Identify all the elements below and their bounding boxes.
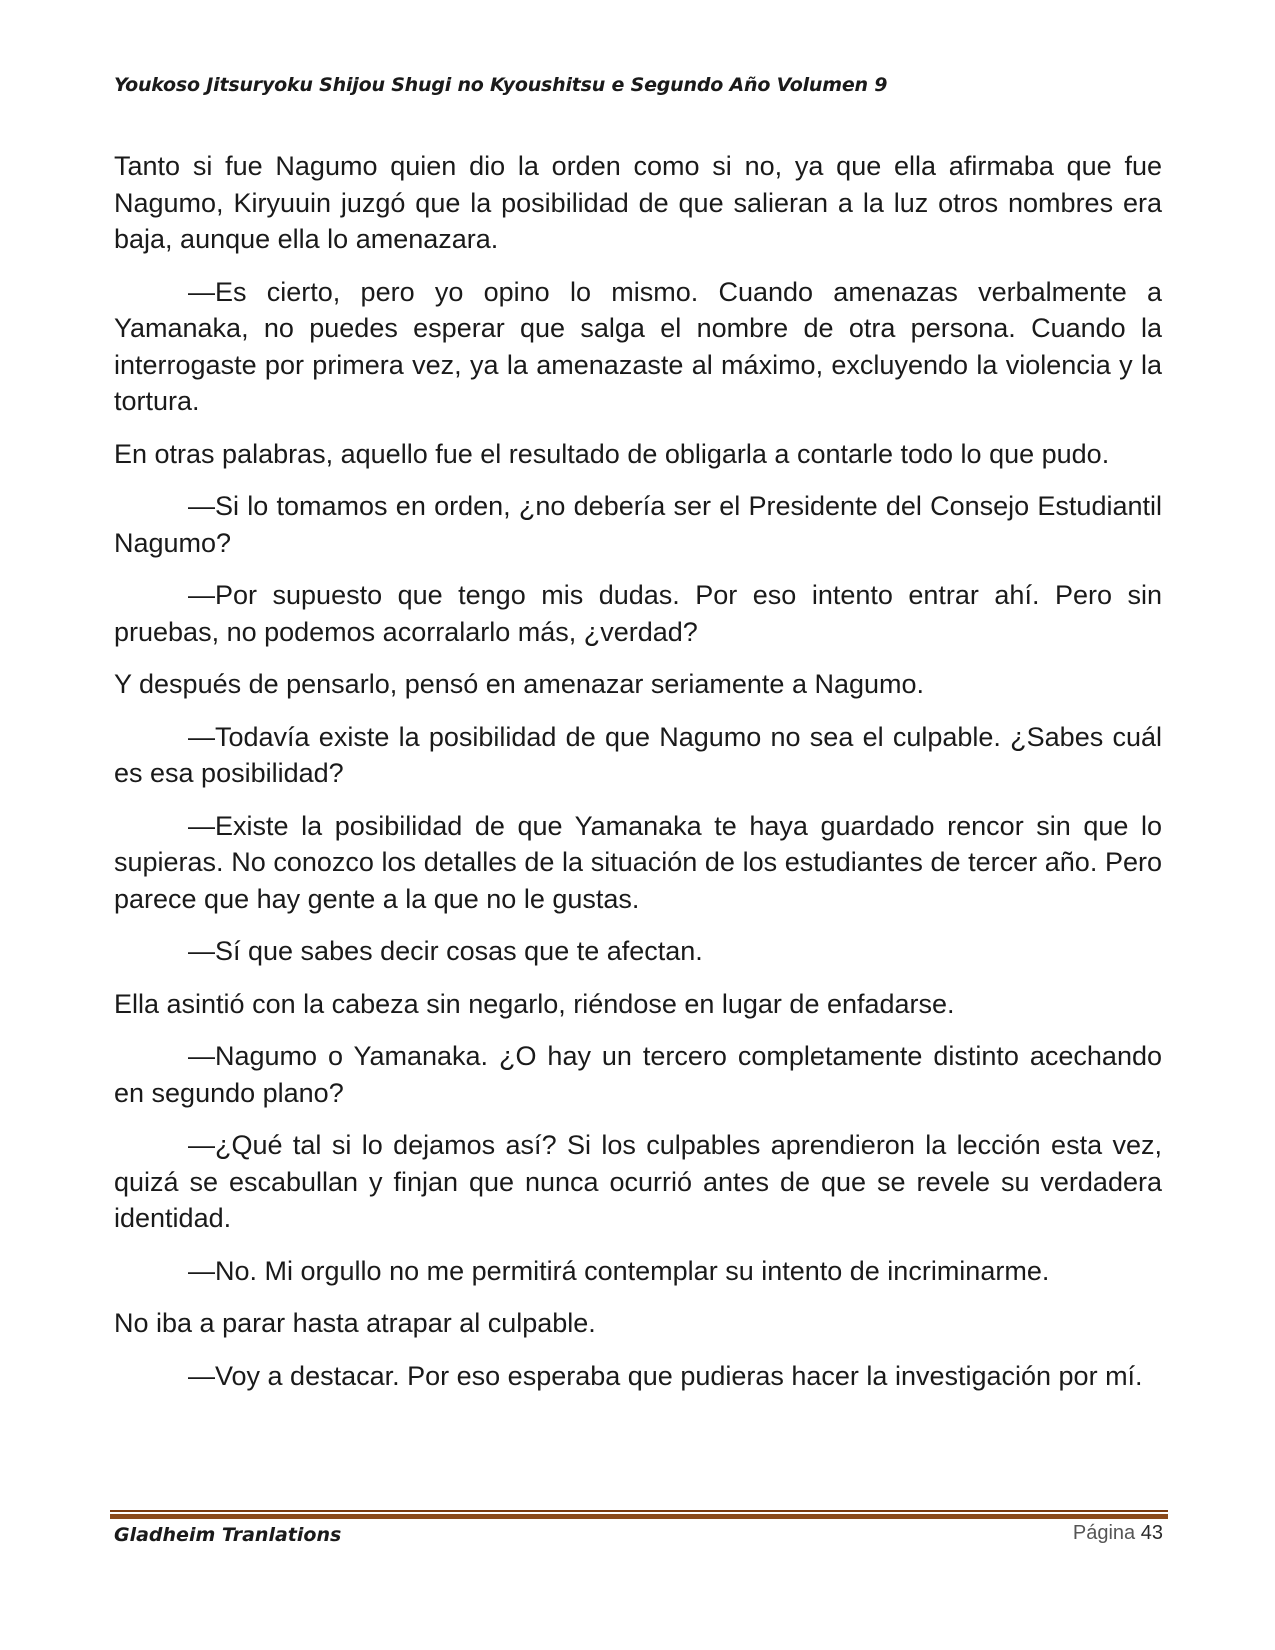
dialogue-paragraph: —Todavía existe la posibilidad de que Nagumo no sea el culpable. ¿Sabes cuál es esa posibilidad?: [114, 721, 1162, 788]
dialogue-paragraph: —Sí que sabes decir cosas que te afectan.: [188, 936, 703, 966]
dialogue-paragraph: —Si lo tomamos en orden, ¿no debería ser el Presidente del Consejo Estudiantil Nagumo?: [114, 491, 1162, 558]
dialogue-paragraph: —¿Qué tal si lo dejamos así? Si los culpables aprendieron la lección esta vez, quizá se escabullan y finjan que nunca ocurrió antes de que se revele su verdadera identidad.: [114, 1130, 1162, 1233]
dialogue-paragraph: —Es cierto, pero yo opino lo mismo. Cuando amenazas verbalmente a Yamanaka, no puedes esperar que salga el nombre de otra persona. Cuando la interrogaste por primera vez, ya la amenazaste al máximo, excluyendo la violencia y la tortura.: [114, 276, 1162, 416]
footer-divider-thin: [110, 1510, 1168, 1512]
page-number: 43: [1140, 1522, 1163, 1544]
dialogue-paragraph: —Nagumo o Yamanaka. ¿O hay un tercero completamente distinto acechando en segundo plano?: [114, 1041, 1162, 1108]
dialogue-paragraph: —Por supuesto que tengo mis dudas. Por eso intento entrar ahí. Pero sin pruebas, no podemos acorralarlo más, ¿verdad?: [114, 580, 1162, 647]
paragraph: En otras palabras, aquello fue el resultado de obligarla a contarle todo lo que pudo.: [114, 438, 1110, 469]
page-number-block: [1073, 1522, 1163, 1545]
footer-divider-thick: [110, 1514, 1168, 1519]
paragraph: Ella asintió con la cabeza sin negarlo, riéndose en lugar de enfadarse.: [114, 988, 955, 1019]
footer-credit: Gladheim Tranlations: [114, 1524, 342, 1546]
paragraph: Y después de pensarlo, pensó en amenazar seriamente a Nagumo.: [114, 669, 925, 699]
dialogue-paragraph: —Voy a destacar. Por eso esperaba que pudieras hacer la investigación por mí.: [188, 1360, 1143, 1391]
page-label: Página: [1072, 1522, 1136, 1544]
dialogue-paragraph: —No. Mi orgullo no me permitirá contemplar su intento de incriminarme.: [188, 1255, 1050, 1286]
page-body: [114, 148, 1162, 1410]
dialogue-paragraph: —Existe la posibilidad de que Yamanaka te haya guardado rencor sin que lo supieras. No conozco los detalles de la situación de los estudiantes de tercer año. Pero parece que hay gente a la que no le gustas.: [114, 810, 1162, 914]
paragraph: Tanto si fue Nagumo quien dio la orden como si no, ya que ella afirmaba que fue Nagumo, Kiryuuin juzgó que la posibilidad de que salieran a la luz otros nombres era baja, aunque ella lo amenazara.: [114, 151, 1162, 254]
footer-divider: [110, 1510, 1168, 1519]
paragraph: No iba a parar hasta atrapar al culpable.: [114, 1308, 596, 1338]
running-header: Youkoso Jitsuryoku Shijou Shugi no Kyoushitsu e Segundo Año Volumen 9: [114, 74, 888, 96]
